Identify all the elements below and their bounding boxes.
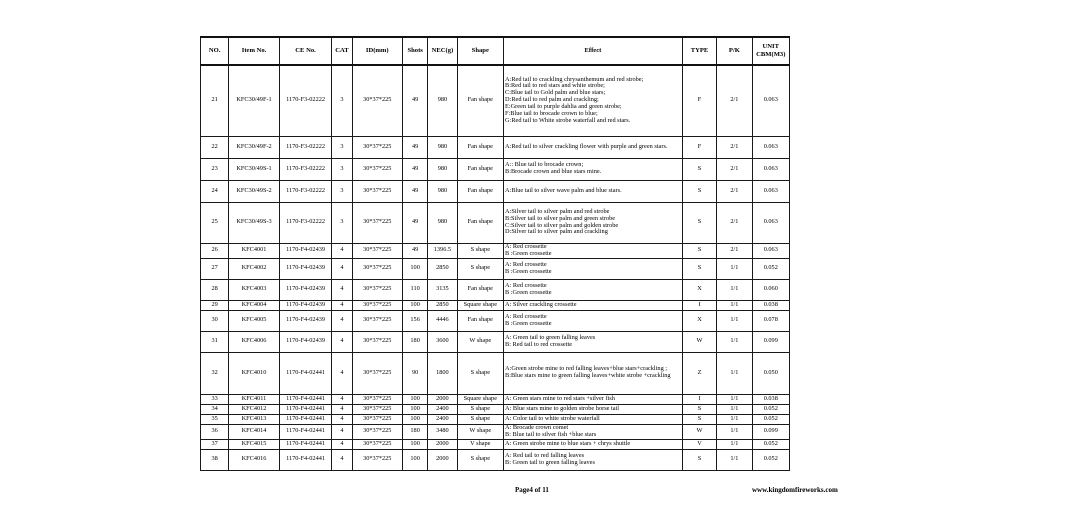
cell-effect bbox=[504, 414, 683, 424]
cell-cat: 4 bbox=[332, 300, 352, 310]
cell-row-no: 38 bbox=[201, 449, 229, 470]
cell-nec-g: 2000 bbox=[428, 449, 457, 470]
cell-id-mm: 30*37*225 bbox=[352, 136, 403, 158]
cell-ce-no: 1170-F4-02439 bbox=[279, 258, 332, 279]
effect-line: A: Red crossette bbox=[505, 281, 547, 289]
effect-line: A: Green stars mine to red stars +silver fish bbox=[505, 394, 615, 402]
effect-line: A:Blue tail to silver wave palm and blue stars. bbox=[505, 186, 622, 194]
effect-line: F:Blue tail to brocade crown to blue; bbox=[505, 110, 598, 118]
cell-unit-cbm: 0.063 bbox=[752, 180, 789, 202]
cell-row-no: 37 bbox=[201, 439, 229, 449]
cell-shots: 180 bbox=[403, 331, 428, 352]
cell-shots: 49 bbox=[403, 158, 428, 180]
effect-line: D:Silver tail to silver palm and crackling bbox=[505, 228, 608, 236]
effect-line: A:: Blue tail to brocade crown; bbox=[505, 161, 584, 169]
cell-shots: 49 bbox=[403, 65, 428, 136]
cell-nec-g: 2400 bbox=[428, 414, 457, 424]
table-row bbox=[201, 394, 790, 404]
cell-shape: Fan shape bbox=[457, 65, 503, 136]
cell-id-mm: 30*37*225 bbox=[352, 449, 403, 470]
cell-unit-cbm: 0.063 bbox=[752, 243, 789, 258]
cell-id-mm: 30*37*225 bbox=[352, 202, 403, 243]
cell-shape: Fan shape bbox=[457, 136, 503, 158]
table-row bbox=[201, 180, 790, 202]
cell-nec-g: 4446 bbox=[428, 310, 457, 331]
header-shots: Shots bbox=[403, 37, 428, 65]
table-row bbox=[201, 352, 790, 394]
cell-type: W bbox=[682, 424, 716, 439]
cell-shots: 100 bbox=[403, 414, 428, 424]
cell-row-no: 34 bbox=[201, 404, 229, 414]
cell-shots: 49 bbox=[403, 136, 428, 158]
cell-ce-no: 1170-F4-02439 bbox=[279, 279, 332, 300]
cell-nec-g: 980 bbox=[428, 202, 457, 243]
cell-type: S bbox=[682, 180, 716, 202]
effect-line: B:Blue stars mine to green falling leaves+white strobe +crackling bbox=[505, 372, 671, 379]
effect-line: B: Blue tail to silver fish +blue stars bbox=[505, 430, 597, 438]
cell-pk: 1/1 bbox=[717, 300, 752, 310]
cell-shots: 100 bbox=[403, 404, 428, 414]
cell-cat: 3 bbox=[332, 65, 352, 136]
cell-shape: Fan shape bbox=[457, 202, 503, 243]
cell-ce-no: 1170-F3-02222 bbox=[279, 158, 332, 180]
cell-type: S bbox=[682, 449, 716, 470]
effect-line: B :Green crossette bbox=[505, 249, 552, 257]
cell-nec-g: 2400 bbox=[428, 404, 457, 414]
cell-effect bbox=[504, 180, 683, 202]
cell-shape: S shape bbox=[457, 352, 503, 394]
cell-id-mm: 30*37*225 bbox=[352, 439, 403, 449]
table-row bbox=[201, 158, 790, 180]
effect-line: A: Blue stars mine to golden strobe horse tail bbox=[505, 404, 620, 412]
cell-pk: 2/1 bbox=[717, 202, 752, 243]
cell-item-no: KFC30/49S-1 bbox=[229, 158, 280, 180]
cell-shape: S shape bbox=[457, 404, 503, 414]
cell-cat: 4 bbox=[332, 439, 352, 449]
cell-cat: 3 bbox=[332, 136, 352, 158]
cell-id-mm: 30*37*225 bbox=[352, 352, 403, 394]
page-number: Page4 of 11 bbox=[515, 486, 549, 494]
cell-item-no: KFC4015 bbox=[229, 439, 280, 449]
cell-unit-cbm: 0.052 bbox=[752, 404, 789, 414]
table-row bbox=[201, 404, 790, 414]
cell-unit-cbm: 0.060 bbox=[752, 279, 789, 300]
cell-id-mm: 30*37*225 bbox=[352, 279, 403, 300]
cell-ce-no: 1170-F3-02222 bbox=[279, 65, 332, 136]
product-table bbox=[200, 36, 790, 471]
cell-row-no: 31 bbox=[201, 331, 229, 352]
effect-line: B: Red tail to red crossette bbox=[505, 340, 573, 348]
cell-shots: 100 bbox=[403, 394, 428, 404]
cell-ce-no: 1170-F4-02441 bbox=[279, 424, 332, 439]
cell-shots: 90 bbox=[403, 352, 428, 394]
table-row bbox=[201, 258, 790, 279]
cell-row-no: 30 bbox=[201, 310, 229, 331]
cell-effect bbox=[504, 394, 683, 404]
header-row bbox=[201, 37, 790, 65]
cell-item-no: KFC4016 bbox=[229, 449, 280, 470]
cell-cat: 4 bbox=[332, 258, 352, 279]
cell-nec-g: 3135 bbox=[428, 279, 457, 300]
cell-shots: 49 bbox=[403, 180, 428, 202]
effect-line: A: Green tail to green falling leaves bbox=[505, 333, 596, 341]
cell-unit-cbm: 0.063 bbox=[752, 158, 789, 180]
cell-item-no: KFC4004 bbox=[229, 300, 280, 310]
cell-item-no: KFC4002 bbox=[229, 258, 280, 279]
cell-shots: 49 bbox=[403, 243, 428, 258]
cell-cat: 3 bbox=[332, 202, 352, 243]
cell-effect bbox=[504, 404, 683, 414]
cell-ce-no: 1170-F4-02441 bbox=[279, 404, 332, 414]
table-row bbox=[201, 202, 790, 243]
effect-line: B :Green crossette bbox=[505, 267, 552, 275]
cell-id-mm: 30*37*225 bbox=[352, 258, 403, 279]
cell-type: W bbox=[682, 331, 716, 352]
cell-effect bbox=[504, 300, 683, 310]
cell-type: S bbox=[682, 202, 716, 243]
cell-item-no: KFC30/49F-2 bbox=[229, 136, 280, 158]
cell-unit-cbm: 0.063 bbox=[752, 65, 789, 136]
cell-pk: 1/1 bbox=[717, 439, 752, 449]
cell-id-mm: 30*37*225 bbox=[352, 300, 403, 310]
cell-shape: W shape bbox=[457, 331, 503, 352]
cell-item-no: KFC4014 bbox=[229, 424, 280, 439]
cell-item-no: KFC4010 bbox=[229, 352, 280, 394]
cell-item-no: KFC30/49S-2 bbox=[229, 180, 280, 202]
header-unit-cbm: UNIT CBM(M3) bbox=[752, 37, 789, 65]
cell-cat: 4 bbox=[332, 394, 352, 404]
cell-id-mm: 30*37*225 bbox=[352, 310, 403, 331]
cell-shape: Fan shape bbox=[457, 180, 503, 202]
cell-effect bbox=[504, 136, 683, 158]
cell-pk: 1/1 bbox=[717, 258, 752, 279]
cell-cat: 4 bbox=[332, 243, 352, 258]
table-row bbox=[201, 65, 790, 136]
cell-effect bbox=[504, 243, 683, 258]
cell-ce-no: 1170-F4-02441 bbox=[279, 394, 332, 404]
cell-pk: 2/1 bbox=[717, 65, 752, 136]
cell-shape: S shape bbox=[457, 243, 503, 258]
cell-effect bbox=[504, 65, 683, 136]
cell-pk: 1/1 bbox=[717, 404, 752, 414]
cell-pk: 1/1 bbox=[717, 414, 752, 424]
effect-line: A: Brocade crown comet bbox=[505, 424, 569, 431]
table-row bbox=[201, 449, 790, 470]
cell-unit-cbm: 0.052 bbox=[752, 414, 789, 424]
cell-effect bbox=[504, 202, 683, 243]
table-row bbox=[201, 136, 790, 158]
cell-cat: 4 bbox=[332, 449, 352, 470]
effect-line: A: Red crossette bbox=[505, 312, 547, 320]
cell-shots: 100 bbox=[403, 300, 428, 310]
cell-cat: 4 bbox=[332, 352, 352, 394]
cell-nec-g: 1396.5 bbox=[428, 243, 457, 258]
cell-type: F bbox=[682, 136, 716, 158]
cell-unit-cbm: 0.052 bbox=[752, 258, 789, 279]
cell-nec-g: 2850 bbox=[428, 300, 457, 310]
cell-cat: 4 bbox=[332, 331, 352, 352]
cell-item-no: KFC30/49S-3 bbox=[229, 202, 280, 243]
cell-id-mm: 30*37*225 bbox=[352, 394, 403, 404]
header-ce-no: CE No. bbox=[279, 37, 332, 65]
table-row bbox=[201, 310, 790, 331]
effect-line: B :Green crossette bbox=[505, 319, 552, 327]
cell-shape: Square shape bbox=[457, 394, 503, 404]
cell-effect bbox=[504, 331, 683, 352]
cell-id-mm: 30*37*225 bbox=[352, 424, 403, 439]
effect-line: C:Silver tail to silver palm and golden strobe bbox=[505, 221, 619, 229]
cell-row-no: 32 bbox=[201, 352, 229, 394]
cell-unit-cbm: 0.050 bbox=[752, 352, 789, 394]
cell-pk: 2/1 bbox=[717, 158, 752, 180]
effect-line: E:Green tail to purple dahlia and green strobe; bbox=[505, 103, 622, 111]
cell-nec-g: 980 bbox=[428, 180, 457, 202]
cell-shots: 110 bbox=[403, 279, 428, 300]
cell-shape: S shape bbox=[457, 414, 503, 424]
header-nec-g: NEC(g) bbox=[428, 37, 457, 65]
cell-id-mm: 30*37*225 bbox=[352, 414, 403, 424]
cell-ce-no: 1170-F4-02441 bbox=[279, 439, 332, 449]
cell-unit-cbm: 0.038 bbox=[752, 300, 789, 310]
effect-line: A:Silver tail to silver palm and red strobe bbox=[505, 207, 610, 215]
effect-line: A:Red tail to silver crackling flower with purple and green stars. bbox=[505, 142, 668, 150]
table-row bbox=[201, 243, 790, 258]
cell-nec-g: 1800 bbox=[428, 352, 457, 394]
cell-type: S bbox=[682, 258, 716, 279]
cell-unit-cbm: 0.099 bbox=[752, 424, 789, 439]
cell-shots: 156 bbox=[403, 310, 428, 331]
cell-row-no: 29 bbox=[201, 300, 229, 310]
cell-pk: 1/1 bbox=[717, 352, 752, 394]
cell-effect bbox=[504, 279, 683, 300]
cell-row-no: 23 bbox=[201, 158, 229, 180]
effect-line: A: Silver crackling crossette bbox=[505, 300, 577, 308]
cell-effect bbox=[504, 449, 683, 470]
effect-line: B:Brocade crown and blue stars mine. bbox=[505, 168, 602, 175]
header-no: NO. bbox=[201, 37, 229, 65]
cell-unit-cbm: 0.038 bbox=[752, 394, 789, 404]
cell-cat: 4 bbox=[332, 414, 352, 424]
cell-id-mm: 30*37*225 bbox=[352, 180, 403, 202]
cell-nec-g: 2000 bbox=[428, 394, 457, 404]
cell-ce-no: 1170-F3-02222 bbox=[279, 136, 332, 158]
cell-shape: Fan shape bbox=[457, 279, 503, 300]
cell-shots: 100 bbox=[403, 449, 428, 470]
cell-row-no: 28 bbox=[201, 279, 229, 300]
header-pk: P/K bbox=[717, 37, 752, 65]
cell-ce-no: 1170-F4-02441 bbox=[279, 449, 332, 470]
cell-item-no: KFC4005 bbox=[229, 310, 280, 331]
cell-effect bbox=[504, 158, 683, 180]
cell-cat: 3 bbox=[332, 180, 352, 202]
cell-pk: 1/1 bbox=[717, 449, 752, 470]
cell-shape: S shape bbox=[457, 449, 503, 470]
cell-pk: 1/1 bbox=[717, 424, 752, 439]
cell-ce-no: 1170-F4-02439 bbox=[279, 310, 332, 331]
cell-id-mm: 30*37*225 bbox=[352, 404, 403, 414]
cell-item-no: KFC4006 bbox=[229, 331, 280, 352]
table-row bbox=[201, 414, 790, 424]
cell-effect bbox=[504, 258, 683, 279]
cell-ce-no: 1170-F4-02439 bbox=[279, 331, 332, 352]
header-item-no: Item No. bbox=[229, 37, 280, 65]
cell-unit-cbm: 0.099 bbox=[752, 331, 789, 352]
cell-effect bbox=[504, 424, 683, 439]
cell-ce-no: 1170-F4-02439 bbox=[279, 300, 332, 310]
cell-ce-no: 1170-F4-02441 bbox=[279, 352, 332, 394]
cell-pk: 1/1 bbox=[717, 310, 752, 331]
cell-type: S bbox=[682, 404, 716, 414]
cell-id-mm: 30*37*225 bbox=[352, 331, 403, 352]
cell-shape: Fan shape bbox=[457, 310, 503, 331]
cell-cat: 3 bbox=[332, 158, 352, 180]
cell-shots: 100 bbox=[403, 258, 428, 279]
effect-line: A: Red tail to red falling leaves bbox=[505, 451, 585, 459]
cell-item-no: KFC4012 bbox=[229, 404, 280, 414]
cell-unit-cbm: 0.052 bbox=[752, 449, 789, 470]
effect-line: B: Green tail to green falling leaves bbox=[505, 458, 595, 466]
effect-line: A: Color tail to white strobe waterfall bbox=[505, 414, 600, 422]
effect-line: A:Red tail to crackling chrysanthemum and red strobe; bbox=[505, 75, 644, 83]
cell-row-no: 33 bbox=[201, 394, 229, 404]
cell-effect bbox=[504, 352, 683, 394]
cell-type: S bbox=[682, 414, 716, 424]
cell-row-no: 35 bbox=[201, 414, 229, 424]
website-url: www.kingdomfireworks.com bbox=[752, 486, 838, 494]
cell-shots: 100 bbox=[403, 439, 428, 449]
cell-id-mm: 30*37*225 bbox=[352, 158, 403, 180]
cell-pk: 1/1 bbox=[717, 279, 752, 300]
cell-pk: 1/1 bbox=[717, 331, 752, 352]
effect-line: C:Blue tail to Gold palm and blue stars; bbox=[505, 89, 606, 97]
cell-item-no: KFC4013 bbox=[229, 414, 280, 424]
effect-line: B :Green crossette bbox=[505, 288, 552, 296]
cell-type: X bbox=[682, 279, 716, 300]
header-id-mm: ID(mm) bbox=[352, 37, 403, 65]
cell-nec-g: 2000 bbox=[428, 439, 457, 449]
cell-type: I bbox=[682, 394, 716, 404]
cell-nec-g: 3600 bbox=[428, 331, 457, 352]
cell-pk: 2/1 bbox=[717, 243, 752, 258]
cell-shape: Fan shape bbox=[457, 158, 503, 180]
cell-effect bbox=[504, 439, 683, 449]
cell-item-no: KFC4001 bbox=[229, 243, 280, 258]
cell-item-no: KFC4011 bbox=[229, 394, 280, 404]
cell-shots: 180 bbox=[403, 424, 428, 439]
cell-row-no: 27 bbox=[201, 258, 229, 279]
cell-nec-g: 980 bbox=[428, 136, 457, 158]
cell-type: F bbox=[682, 65, 716, 136]
table-row bbox=[201, 279, 790, 300]
cell-shape: W shape bbox=[457, 424, 503, 439]
cell-type: V bbox=[682, 439, 716, 449]
cell-shape: Square shape bbox=[457, 300, 503, 310]
table-row bbox=[201, 331, 790, 352]
cell-ce-no: 1170-F4-02441 bbox=[279, 414, 332, 424]
cell-row-no: 24 bbox=[201, 180, 229, 202]
cell-pk: 1/1 bbox=[717, 394, 752, 404]
cell-shots: 49 bbox=[403, 202, 428, 243]
cell-cat: 4 bbox=[332, 310, 352, 331]
cell-type: S bbox=[682, 158, 716, 180]
cell-nec-g: 980 bbox=[428, 158, 457, 180]
cell-type: Z bbox=[682, 352, 716, 394]
effect-line: A:Green strobe mine to red falling leaves+blue stars+crackling ; bbox=[505, 365, 668, 373]
cell-item-no: KFC4003 bbox=[229, 279, 280, 300]
cell-cat: 4 bbox=[332, 279, 352, 300]
cell-cat: 4 bbox=[332, 404, 352, 414]
cell-unit-cbm: 0.078 bbox=[752, 310, 789, 331]
cell-pk: 2/1 bbox=[717, 180, 752, 202]
effect-line: A: Red crossette bbox=[505, 260, 547, 268]
cell-type: X bbox=[682, 310, 716, 331]
effect-line: B:Silver tail to silver palm and green strobe bbox=[505, 214, 616, 222]
header-effect: Effect bbox=[504, 37, 683, 65]
cell-shape: V shape bbox=[457, 439, 503, 449]
cell-ce-no: 1170-F3-02222 bbox=[279, 202, 332, 243]
cell-nec-g: 3480 bbox=[428, 424, 457, 439]
cell-ce-no: 1170-F4-02439 bbox=[279, 243, 332, 258]
table-row bbox=[201, 424, 790, 439]
cell-unit-cbm: 0.063 bbox=[752, 202, 789, 243]
effect-line: G:Red tail to White strobe waterfall and red stars. bbox=[505, 117, 631, 125]
cell-pk: 2/1 bbox=[717, 136, 752, 158]
cell-row-no: 36 bbox=[201, 424, 229, 439]
cell-row-no: 21 bbox=[201, 65, 229, 136]
header-shape: Shape bbox=[457, 37, 503, 65]
cell-row-no: 25 bbox=[201, 202, 229, 243]
cell-nec-g: 980 bbox=[428, 65, 457, 136]
table-row bbox=[201, 300, 790, 310]
effect-line: A: Red crossette bbox=[505, 243, 547, 250]
cell-type: I bbox=[682, 300, 716, 310]
cell-unit-cbm: 0.052 bbox=[752, 439, 789, 449]
cell-cat: 4 bbox=[332, 424, 352, 439]
cell-id-mm: 30*37*225 bbox=[352, 65, 403, 136]
cell-unit-cbm: 0.063 bbox=[752, 136, 789, 158]
cell-row-no: 22 bbox=[201, 136, 229, 158]
cell-effect bbox=[504, 310, 683, 331]
header-type: TYPE bbox=[682, 37, 716, 65]
cell-ce-no: 1170-F3-02222 bbox=[279, 180, 332, 202]
effect-line: D:Red tail to red palm and crackling; bbox=[505, 96, 599, 104]
cell-row-no: 26 bbox=[201, 243, 229, 258]
cell-id-mm: 30*37*225 bbox=[352, 243, 403, 258]
cell-nec-g: 2850 bbox=[428, 258, 457, 279]
effect-line: A: Green strobe mine to blue stars + chrys shuttle bbox=[505, 439, 631, 447]
cell-type: S bbox=[682, 243, 716, 258]
cell-item-no: KFC30/49F-1 bbox=[229, 65, 280, 136]
table-row bbox=[201, 439, 790, 449]
header-cat: CAT bbox=[332, 37, 352, 65]
cell-shape: S shape bbox=[457, 258, 503, 279]
effect-line: B:Red tail to red stars and white strobe; bbox=[505, 82, 605, 90]
